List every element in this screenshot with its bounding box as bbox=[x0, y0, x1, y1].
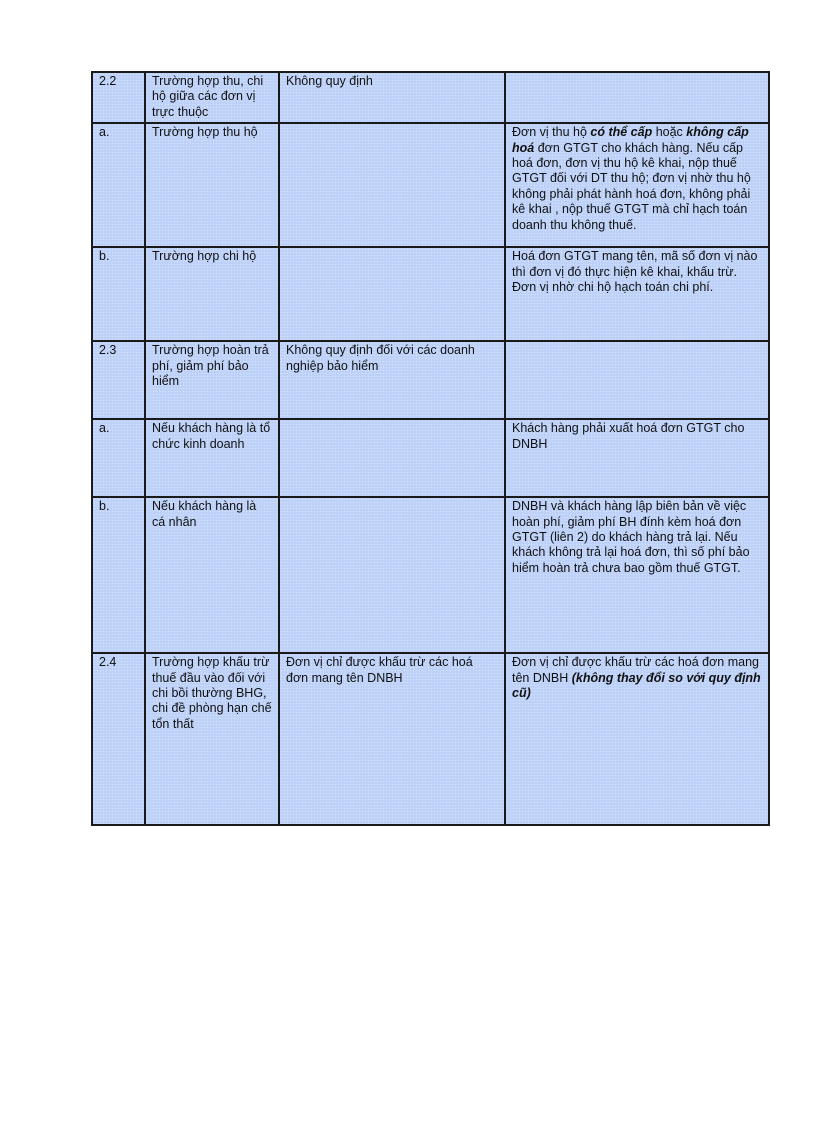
old-regulation-cell bbox=[279, 247, 505, 341]
new-regulation-cell bbox=[505, 72, 769, 123]
table-row bbox=[92, 72, 769, 123]
case-cell: Trường hợp thu, chi hộ giữa các đơn vị trực thuộc bbox=[145, 72, 279, 123]
table-row bbox=[92, 123, 769, 247]
old-regulation-cell: Không quy định đối với các doanh nghiệp bảo hiểm bbox=[279, 341, 505, 419]
row-number: a. bbox=[92, 419, 145, 497]
new-regulation-cell bbox=[505, 341, 769, 419]
table-row bbox=[92, 419, 769, 497]
case-cell: Trường hợp khấu trừ thuế đầu vào đối với chi bồi thường BHG, chi đề phòng hạn chế tổn thất bbox=[145, 653, 279, 825]
row-number: 2.4 bbox=[92, 653, 145, 825]
old-regulation-cell: Không quy định bbox=[279, 72, 505, 123]
case-cell: Trường hợp thu hộ bbox=[145, 123, 279, 247]
table-row bbox=[92, 247, 769, 341]
case-cell: Trường hợp hoàn trả phí, giảm phí bảo hiểm bbox=[145, 341, 279, 419]
old-regulation-cell: Đơn vị chỉ được khấu trừ các hoá đơn mang tên DNBH bbox=[279, 653, 505, 825]
case-cell: Nếu khách hàng là tổ chức kinh doanh bbox=[145, 419, 279, 497]
table-row bbox=[92, 341, 769, 419]
new-regulation-cell: DNBH và khách hàng lập biên bản về việc hoàn phí, giảm phí BH đính kèm hoá đơn GTGT (liên 2) do khách hàng trả lại. Nếu khách không trả lại hoá đơn, thì số phí bảo hiểm hoàn trả chưa bao gồm thuế GTGT. bbox=[505, 497, 769, 653]
row-number: 2.3 bbox=[92, 341, 145, 419]
regulation-comparison-table bbox=[91, 71, 770, 826]
table-row bbox=[92, 497, 769, 653]
row-number: a. bbox=[92, 123, 145, 247]
row-number: 2.2 bbox=[92, 72, 145, 123]
case-cell: Trường hợp chi hộ bbox=[145, 247, 279, 341]
new-regulation-cell: Khách hàng phải xuất hoá đơn GTGT cho DNBH bbox=[505, 419, 769, 497]
old-regulation-cell bbox=[279, 123, 505, 247]
row-number: b. bbox=[92, 247, 145, 341]
old-regulation-cell bbox=[279, 419, 505, 497]
row-number: b. bbox=[92, 497, 145, 653]
new-regulation-cell: Đơn vị chỉ được khấu trừ các hoá đơn mang tên DNBH (không thay đổi so với quy định cũ) bbox=[505, 653, 769, 825]
table-row bbox=[92, 653, 769, 825]
old-regulation-cell bbox=[279, 497, 505, 653]
new-regulation-cell: Đơn vị thu hộ có thể cấp hoặc không cấp hoá đơn GTGT cho khách hàng. Nếu cấp hoá đơn, đơn vị thu hộ kê khai, nộp thuế GTGT đối với DT thu hộ; đơn vị nhờ thu hộ không phải phát hành hoá đơn, không phải kê khai , nộp thuế GTGT mà chỉ hạch toán doanh thu không thuế. bbox=[505, 123, 769, 247]
case-cell: Nếu khách hàng là cá nhân bbox=[145, 497, 279, 653]
new-regulation-cell: Hoá đơn GTGT mang tên, mã số đơn vị nào thì đơn vị đó thực hiện kê khai, khấu trừ. Đơn vị nhờ chi hộ hạch toán chi phí. bbox=[505, 247, 769, 341]
